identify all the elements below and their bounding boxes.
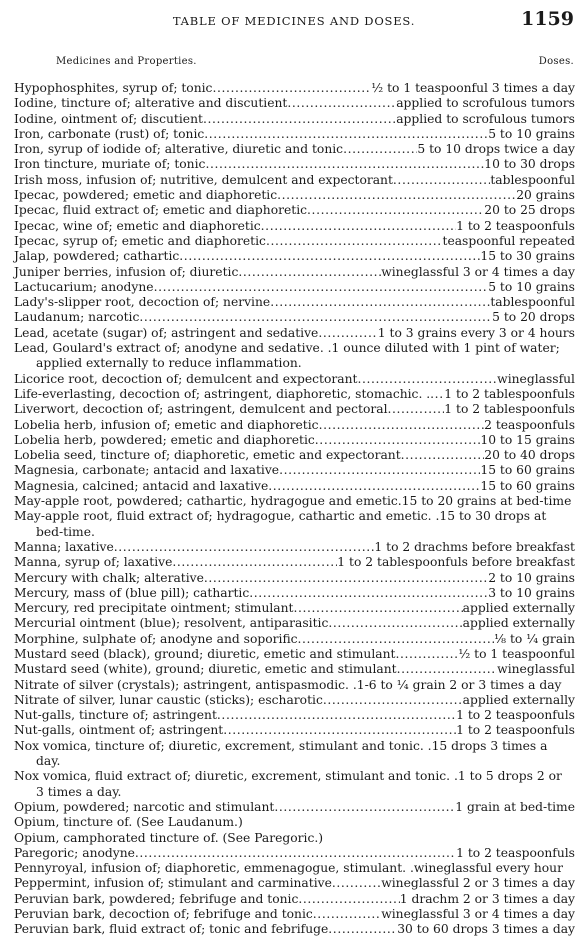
- medicine-name: Nut-galls, ointment of; astringent: [14, 723, 224, 738]
- medicine-dose: 15 to 30 grains: [480, 249, 575, 264]
- medicine-text-continued: applied externally to reduce inflammation.: [36, 356, 302, 371]
- medicine-dose: tablespoonful: [490, 172, 575, 187]
- medicine-dose: 2 to 10 grains: [488, 570, 575, 585]
- medicine-name: Laudanum; narcotic: [14, 310, 140, 325]
- dot-leader: [114, 540, 375, 555]
- medicine-text-continued: day.: [36, 754, 61, 769]
- medicine-dose: 1 to 2 tablespoonfuls before breakfast: [337, 555, 575, 570]
- medicine-entry: [14, 509, 575, 540]
- medicine-text: May-apple root, powdered; cathartic, hydragogue and emetic.15 to 20 grains at bed-time: [14, 494, 572, 509]
- medicine-entry: [14, 800, 575, 815]
- medicine-name: Mustard seed (white), ground; diuretic, emetic and stimulant: [14, 662, 397, 677]
- medicine-name: Nitrate of silver, lunar caustic (sticks); escharotic: [14, 692, 323, 707]
- medicine-entry: [14, 479, 575, 494]
- medicine-dose: 5 to 10 drops twice a day: [417, 142, 575, 157]
- medicine-text: Opium, camphorated tincture of. (See Paregoric.): [14, 830, 324, 845]
- medicine-dose: applied externally: [462, 692, 575, 707]
- dot-leader: [318, 326, 377, 341]
- medicine-dose: 1 drachm 2 or 3 times a day: [399, 891, 575, 906]
- medicine-dose: 1 to 2 tablespoonfuls: [444, 386, 575, 401]
- medicine-entry: [14, 494, 575, 509]
- medicine-name: Peruvian bark, fluid extract of; tonic and febrifuge: [14, 922, 329, 937]
- medicine-dose: 3 to 10 grains: [488, 585, 575, 600]
- medicine-entry: [14, 601, 575, 616]
- medicine-dose: applied to scrofulous tumors: [396, 96, 575, 111]
- medicine-dose: tablespoonful: [490, 295, 575, 310]
- medicine-entry: [14, 173, 575, 188]
- medicine-text-continued: 3 times a day.: [36, 784, 122, 799]
- dot-leader: [287, 96, 396, 111]
- medicine-entry: [14, 739, 575, 770]
- medicine-entry: [14, 418, 575, 433]
- medicine-dose: 30 to 60 drops 3 times a day: [397, 922, 575, 937]
- dot-leader: [307, 203, 484, 218]
- medicine-entry: [14, 892, 575, 907]
- medicine-name: Lactucarium; anodyne: [14, 279, 154, 294]
- medicine-dose: wineglassful: [497, 371, 575, 386]
- dot-leader: [266, 234, 443, 249]
- medicine-name: Mercurial ointment (blue); resolvent, antiparasitic: [14, 616, 329, 631]
- medicine-dose: applied externally: [462, 616, 575, 631]
- medicine-entry: [14, 647, 575, 662]
- medicine-entry: [14, 922, 575, 937]
- medicine-dose: 20 grains: [516, 188, 575, 203]
- medicine-name: Ipecac, powdered; emetic and diaphoretic: [14, 188, 278, 203]
- medicine-name: Jalap, powdered; cathartic: [14, 249, 180, 264]
- dot-leader: [172, 555, 337, 570]
- medicine-entry: [14, 310, 575, 325]
- medicine-entry: [14, 815, 575, 830]
- medicine-dose: 20 to 40 drops: [484, 448, 575, 463]
- medicine-dose: 10 to 30 drops: [484, 157, 575, 172]
- medicine-entry: [14, 907, 575, 922]
- medicine-name: Iodine, tincture of; alterative and discutient: [14, 96, 288, 111]
- medicine-entry: [14, 265, 575, 280]
- medicine-text: May-apple root, fluid extract of; hydragogue, cathartic and emetic. .15 to 30 drops at: [14, 509, 547, 524]
- medicine-name: Mustard seed (black), ground; diuretic, emetic and stimulant: [14, 646, 396, 661]
- column-heading-medicines: Medicines and Properties.: [56, 56, 197, 67]
- dot-leader: [313, 907, 381, 922]
- medicine-entry: [14, 678, 575, 693]
- medicine-name: Paregoric; anodyne: [14, 845, 135, 860]
- medicine-entry: [14, 203, 575, 218]
- medicine-entry: [14, 861, 575, 876]
- medicine-entry: [14, 188, 575, 203]
- medicine-entry: [14, 234, 575, 249]
- dot-leader: [319, 418, 485, 433]
- dot-leader: [277, 188, 516, 203]
- medicine-name: Iron tincture, muriate of; tonic: [14, 157, 206, 172]
- medicine-dose: 5 to 10 grains: [488, 126, 575, 141]
- medicine-entry: [14, 540, 575, 555]
- medicine-name: Mercury, mass of (blue pill); cathartic: [14, 585, 250, 600]
- medicine-entry: [14, 402, 575, 417]
- dot-leader: [343, 142, 417, 157]
- dot-leader: [212, 81, 371, 96]
- medicine-entry: [14, 127, 575, 142]
- dot-leader: [274, 800, 455, 815]
- medicine-name: Iodine, ointment of; discutient: [14, 111, 203, 126]
- medicine-dose: ½ to 1 teaspoonful: [458, 646, 575, 661]
- medicine-dose: 1 to 2 tablespoonfuls: [444, 402, 575, 417]
- page-number: 1159: [521, 8, 574, 30]
- medicine-dose: 1 to 3 grains every 3 or 4 hours: [377, 325, 575, 340]
- medicine-dose: applied to scrofulous tumors: [396, 111, 575, 126]
- medicine-entry: [14, 142, 575, 157]
- dot-leader: [315, 433, 481, 448]
- medicine-entry: [14, 81, 575, 96]
- medicine-text: Pennyroyal, infusion of; diaphoretic, emmenagogue, stimulant. .wineglassful every hour: [14, 861, 563, 876]
- dot-leader: [204, 127, 488, 142]
- medicine-name: Lead, acetate (sugar) of; astringent and sedative: [14, 325, 319, 340]
- medicine-entry: [14, 387, 575, 402]
- medicine-dose: wineglassful: [497, 662, 575, 677]
- dot-leader: [298, 892, 399, 907]
- dot-leader: [393, 173, 490, 188]
- medicine-name: Iron, carbonate (rust) of; tonic: [14, 126, 205, 141]
- medicine-entry: [14, 769, 575, 800]
- medicine-entry: [14, 341, 575, 372]
- medicine-name: Mercury, red precipitate ointment; stimulant: [14, 601, 294, 616]
- medicine-dose: 5 to 20 drops: [492, 310, 575, 325]
- medicine-entry: [14, 632, 575, 647]
- medicine-text-continued: bed-time.: [36, 524, 95, 539]
- medicine-dose: 20 to 25 drops: [484, 203, 575, 218]
- medicine-name: Licorice root, decoction of; demulcent and expectorant: [14, 371, 358, 386]
- medicine-name: Manna, syrup of; laxative: [14, 555, 173, 570]
- medicine-dose: 1 to 2 teaspoonfuls: [456, 218, 575, 233]
- medicine-dose: ⅛ to ¼ grain: [494, 631, 575, 646]
- medicine-name: Liverwort, decoction of; astringent, demulcent and pectoral: [14, 402, 388, 417]
- medicine-entry: [14, 112, 575, 127]
- medicine-name: Opium, powdered; narcotic and stimulant: [14, 799, 275, 814]
- dot-leader: [294, 601, 463, 616]
- medicine-name: Magnesia, carbonate; antacid and laxative: [14, 463, 280, 478]
- page-title: TABLE OF MEDICINES AND DOSES.: [172, 14, 416, 28]
- medicine-entry: [14, 249, 575, 264]
- dot-leader: [430, 387, 444, 402]
- medicine-name: Irish moss, infusion of; nutritive, demulcent and expectorant: [14, 172, 393, 187]
- medicine-entry: [14, 616, 575, 631]
- medicine-dose: ½ to 1 teaspoonful 3 times a day: [371, 81, 575, 95]
- medicine-name: Lobelia herb, infusion of; emetic and diaphoretic: [14, 417, 319, 432]
- medicine-entry: [14, 280, 575, 295]
- medicine-dose: wineglassful 3 or 4 times a day: [381, 264, 575, 279]
- medicine-text: Nox vomica, fluid extract of; diuretic, excrement, stimulant and tonic. .1 to 5 drops 2 or: [14, 769, 562, 784]
- medicine-dose: 1 to 2 teaspoonfuls: [456, 845, 575, 860]
- dot-leader: [388, 402, 445, 417]
- medicine-name: Peruvian bark, powdered; febrifuge and tonic: [14, 891, 299, 906]
- medicine-dose: applied externally: [462, 601, 575, 616]
- medicine-dose: 15 to 60 grains: [480, 463, 575, 478]
- dot-leader: [323, 693, 463, 708]
- dot-leader: [270, 295, 490, 310]
- medicine-entry: [14, 433, 575, 448]
- dot-leader: [268, 479, 480, 494]
- medicine-dose: 1 grain at bed-time: [455, 799, 575, 814]
- medicine-dose: 2 teaspoonfuls: [484, 417, 575, 432]
- medicine-entry: [14, 662, 575, 677]
- dot-leader: [139, 310, 492, 325]
- dot-leader: [154, 280, 489, 295]
- medicine-name: Lobelia herb, powdered; emetic and diaphoretic: [14, 432, 315, 447]
- medicine-entry: [14, 846, 575, 861]
- medicine-name: Nut-galls, tincture of; astringent: [14, 708, 217, 723]
- dot-leader: [401, 448, 485, 463]
- medicine-entry: [14, 723, 575, 738]
- medicine-entry: [14, 448, 575, 463]
- medicine-entry: [14, 708, 575, 723]
- medicine-dose: 10 to 15 grains: [480, 432, 575, 447]
- dot-leader: [217, 708, 456, 723]
- medicine-name: Iron, syrup of iodide of; alterative, diuretic and tonic: [14, 142, 344, 157]
- column-heading-doses: Doses.: [538, 56, 574, 67]
- dot-leader: [328, 616, 462, 631]
- dot-leader: [223, 723, 456, 738]
- medicine-name: Life-everlasting, decoction of; astringent, diaphoretic, stomachic. .: [14, 386, 431, 401]
- medicine-dose: 1 to 2 drachms before breakfast: [374, 539, 575, 554]
- medicine-name: Magnesia, calcined; antacid and laxative: [14, 478, 269, 493]
- medicine-entry: [14, 571, 575, 586]
- dot-leader: [357, 372, 497, 387]
- dot-leader: [179, 249, 480, 264]
- dot-leader: [298, 632, 495, 647]
- dot-leader: [328, 922, 397, 937]
- medicine-name: Mercury with chalk; alterative: [14, 570, 204, 585]
- medicine-entry: [14, 693, 575, 708]
- dot-leader: [204, 571, 488, 586]
- dot-leader: [261, 219, 456, 234]
- medicine-text: Nox vomica, tincture of; diuretic, excrement, stimulant and tonic. .15 drops 3 times a: [14, 738, 548, 753]
- medicine-name: Lobelia seed, tincture of; diaphoretic, emetic and expectorant: [14, 448, 401, 463]
- medicine-entry: [14, 586, 575, 601]
- medicine-name: Morphine, sulphate of; anodyne and soporific: [14, 631, 298, 646]
- medicine-text: Lead, Goulard's extract of; anodyne and sedative. .1 ounce diluted with 1 pint of water;: [14, 341, 560, 356]
- medicine-name: Lady's-slipper root, decoction of; nervine: [14, 295, 271, 310]
- medicine-entry: [14, 831, 575, 846]
- medicine-entry: [14, 876, 575, 891]
- medicine-entry: [14, 219, 575, 234]
- medicine-dose: wineglassful 3 or 4 times a day: [381, 907, 575, 922]
- medicine-name: Peppermint, infusion of; stimulant and carminative: [14, 876, 332, 891]
- medicine-dose: 1 to 2 teaspoonfuls: [456, 723, 575, 738]
- medicine-table: [14, 81, 575, 938]
- medicine-dose: wineglassful 2 or 3 times a day: [381, 876, 575, 891]
- medicine-dose: teaspoonful repeated: [442, 233, 575, 248]
- dot-leader: [395, 647, 458, 662]
- medicine-name: Ipecac, fluid extract of; emetic and diaphoretic: [14, 203, 308, 218]
- medicine-dose: 5 to 10 grains: [488, 279, 575, 294]
- dot-leader: [397, 662, 498, 677]
- dot-leader: [203, 112, 396, 127]
- dot-leader: [135, 846, 456, 861]
- medicine-entry: [14, 463, 575, 478]
- medicine-text: Opium, tincture of. (See Laudanum.): [14, 815, 243, 830]
- medicine-entry: [14, 96, 575, 111]
- dot-leader: [332, 876, 381, 891]
- running-head: [0, 8, 588, 32]
- medicine-entry: [14, 372, 575, 387]
- medicine-name: Manna; laxative: [14, 539, 114, 554]
- medicine-name: Juniper berries, infusion of; diuretic: [14, 264, 239, 279]
- medicine-text: Nitrate of silver (crystals); astringent, antispasmodic. .1-6 to ¼ grain 2 or 3 times a day: [14, 677, 562, 692]
- dot-leader: [238, 265, 381, 280]
- medicine-name: Ipecac, wine of; emetic and diaphoretic: [14, 218, 261, 233]
- medicine-name: Hypophosphites, syrup of; tonic: [14, 81, 213, 95]
- medicine-dose: 1 to 2 teaspoonfuls: [456, 708, 575, 723]
- dot-leader: [205, 157, 484, 172]
- medicine-name: Peruvian bark, decoction of; febrifuge and tonic: [14, 907, 313, 922]
- dot-leader: [279, 463, 480, 478]
- medicine-entry: [14, 555, 575, 570]
- medicine-dose: 15 to 60 grains: [480, 478, 575, 493]
- medicine-entry: [14, 157, 575, 172]
- medicine-entry: [14, 326, 575, 341]
- column-headings: [14, 56, 574, 70]
- medicine-name: Ipecac, syrup of; emetic and diaphoretic: [14, 233, 266, 248]
- dot-leader: [249, 586, 488, 601]
- medicine-entry: [14, 295, 575, 310]
